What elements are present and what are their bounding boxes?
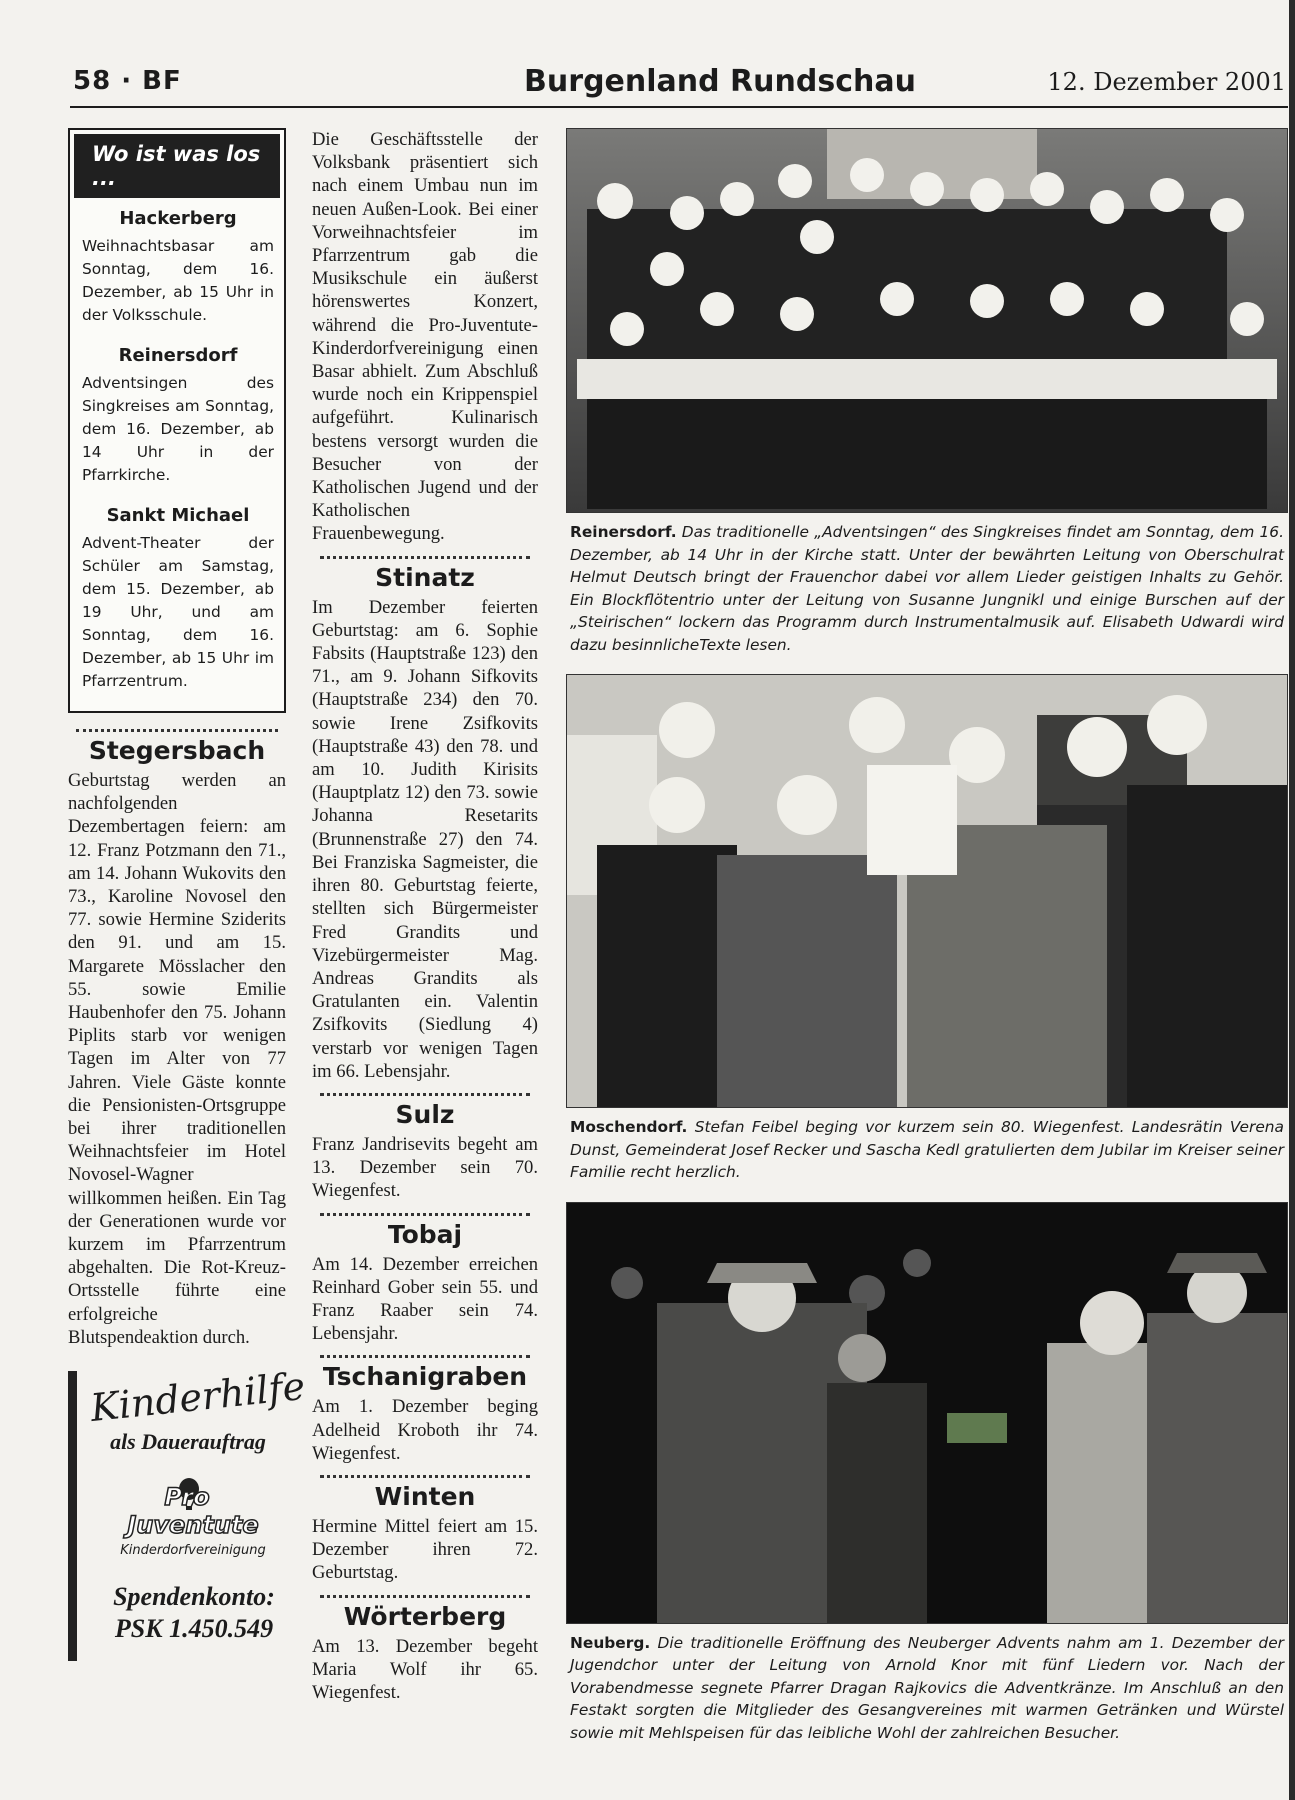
ad-logo-line1: Pro xyxy=(164,1483,210,1512)
photo-caption xyxy=(570,1632,1284,1745)
section-title: Sulz xyxy=(395,1099,455,1129)
event-title: Sankt Michael xyxy=(106,505,250,526)
photo-block-moschendorf xyxy=(566,674,1288,1184)
section-sulz xyxy=(312,1093,538,1203)
page-number: 58 · BF xyxy=(73,66,182,96)
caption-text: Das traditionelle „Adventsingen“ des Singkreises findet am Sonntag, dem 16. Dezember, ab 14 Uhr in der Kirche statt. Unter der bewährten Leitung von Oberschulrat Helmut Deutsch bringt der Frauenchor dabei vor allem Lieder geistigen Inhalts zu Gehör. Ein Blockflötentrio unter der Leitung von Susanne Jungnikl und einige Burschen auf der „Steirischen“ lockern das Programm durch Instrumentalmusik auf. Elisabeth Udwardi wird dazu besinnlicheTexte lesen. xyxy=(570,523,1284,654)
section-title: Tobaj xyxy=(387,1219,463,1249)
caption-text: Die traditionelle Eröffnung des Neuberger Advents nahm am 1. Dezember der Jugendchor unter der Leitung von Arnold Knor mit fünf Liedern vor. Nach der Vorabendmesse segnete Pfarrer Dragan Rajkovics die Adventkränze. Im Anschluß an den Festakt sorgten die Mitglieder des Gesangvereines mit warmen Getränken und Würstel sowie mit Mehlspeisen für das leibliche Wohl der zahlreichen Besucher. xyxy=(570,1633,1284,1742)
page-edge-shadow xyxy=(1289,0,1295,1800)
events-box xyxy=(68,128,286,713)
section-text: Am 13. Dezember begeht Maria Wolf ihr 65. Wiegenfest. xyxy=(312,1635,538,1703)
ad-side-bar xyxy=(68,1371,77,1661)
section-text: Am 1. Dezember beging Adelheid Kroboth ihr 74. Wiegenfest. xyxy=(312,1396,538,1464)
kinderhilfe-ad xyxy=(68,1363,308,1661)
section-text: Franz Jandrisevits begeht am 13. Dezember sein 70. Wiegenfest. xyxy=(312,1133,538,1202)
ad-logo-line2: Juventute xyxy=(127,1511,259,1540)
dotted-divider xyxy=(320,1355,530,1358)
issue-date: 12. Dezember 2001 xyxy=(1047,68,1286,96)
events-header: Wo ist was los ... xyxy=(74,134,280,198)
photo-block-reinersdorf xyxy=(566,128,1288,656)
section-text: Am 14. Dezember erreichen Reinhard Gober sein 55. und Franz Raaber sein 74. Lebensjahr. xyxy=(312,1253,538,1345)
event-text: Adventsingen des Singkreises am Sonntag, dem 16. Dezember, ab 14 Uhr in der Pfarrkirche. xyxy=(82,374,274,484)
section-text: Geburtstag werden an nachfolgenden Dezembertagen feiern: am 12. Franz Potzmann den 71., am 14. Johann Wukovits den 73., Karoline Novosel den 77. sowie Hermine Sziderits den 91. und am 15. Margarete Mösslacher den 55. sowie Emilie Haubenhofer den 75. Johann Piplits starb vor wenigen Tagen im Alter von 77 Jahren. Viele Gäste konnte die Pensionisten-Ortsgruppe bei ihrer traditionellen Weihnachtsfeier im Hotel Novosel-Wagner willkommen heißen. Ein Tag der Generationen wurde vor kurzem im Pfarrzentrum abgehalten. Die Rot-Kreuz-Ortsstelle führte eine erfolgreiche Blutspendeaktion durch. xyxy=(68,770,286,1348)
section-title: Wörterberg xyxy=(343,1601,507,1631)
section-text: Im Dezember feierten Geburtstag: am 6. Sophie Fabsits (Hauptstraße 123) den 71., am 9. Johann Sifkovits (Hauptstraße 234) den 70. sowie Irene Zsifkovits (Hauptstraße 43) den 78. und am 10. Judith Kirisits (Hauptplatz 12) den 73. sowie Johanna Resetarits (Brunnenstraße 27) den 74. Bei Franziska Sagmeister, die ihren 80. Geburtstag feierte, stellten sich Bürgermeister Fred Grandits und Vizebürgermeister Mag. Andreas Grandits als Gratulanten ein. Valentin Zsifkovits (Siedlung 4) verstarb vor wenigen Tagen im 66. Lebensjahr. xyxy=(312,596,538,1082)
section-title: Stinatz xyxy=(375,562,475,592)
family-photo xyxy=(566,674,1288,1108)
column-photos xyxy=(566,128,1288,1744)
section-woerterberg xyxy=(312,1595,538,1705)
event-item xyxy=(70,505,284,701)
section-stinatz xyxy=(312,556,538,1083)
section-tobaj xyxy=(312,1213,538,1346)
column-middle xyxy=(312,128,538,1704)
event-title: Hackerberg xyxy=(119,208,237,229)
section-title: Tschanigraben xyxy=(322,1362,528,1392)
ad-account-number: PSK 1.450.549 xyxy=(114,1614,274,1644)
caption-place: Moschendorf. xyxy=(570,1118,688,1136)
choir-photo-image xyxy=(567,129,1288,512)
choir-photo xyxy=(566,128,1288,513)
caption-place: Reinersdorf. xyxy=(570,523,677,541)
event-item xyxy=(70,208,284,335)
photo-caption xyxy=(570,521,1284,656)
section-title: Winten xyxy=(374,1481,476,1511)
column-left xyxy=(68,128,308,1661)
caption-place: Neuberg. xyxy=(570,1633,651,1652)
photo-caption xyxy=(570,1116,1284,1184)
section-text: Hermine Mittel feiert am 15. Dezember ihren 72. Geburtstag. xyxy=(312,1515,538,1584)
masthead xyxy=(70,62,1288,108)
ad-account-label: Spendenkonto: xyxy=(113,1582,275,1612)
newspaper-title: Burgenland Rundschau xyxy=(524,64,916,99)
caption-text: Stefan Feibel beging vor kurzem sein 80. Wiegenfest. Landesrätin Verena Dunst, Gemeinderat Josef Recker und Sascha Kedl gratulierten dem Jubilar im Kreiser seiner Familie recht herzlich. xyxy=(570,1118,1284,1181)
advent-photo-image xyxy=(567,1203,1288,1623)
ad-subtitle: als Dauerauftrag xyxy=(110,1429,266,1455)
dotted-divider xyxy=(76,729,278,732)
advent-photo xyxy=(566,1202,1288,1624)
dotted-divider xyxy=(320,1475,530,1478)
event-text: Weihnachtsbasar am Sonntag, dem 16. Dezember, ab 15 Uhr in der Volksschule. xyxy=(82,237,274,324)
section-tschanigraben xyxy=(312,1355,538,1465)
dotted-divider xyxy=(320,1093,530,1096)
ad-account xyxy=(96,1581,292,1645)
dotted-divider xyxy=(320,1595,530,1598)
family-photo-image xyxy=(567,675,1288,1107)
ad-script-title: Kinderhilfe xyxy=(88,1363,308,1431)
photo-block-neuberg xyxy=(566,1202,1288,1745)
section-winten xyxy=(312,1475,538,1585)
intro-text: Die Geschäftsstelle der Volksbank präsentiert sich nach einem Umbau nun im neuen Außen-Look. Bei einer Vorweihnachtsfeier im Pfarrzentrum gab die Musikschule ein äußerst hörenswertes Konzert, während die Pro-Juventute-Kinderdorfvereinigung einen Basar abhielt. Zum Abschluß wurde noch ein Krippenspiel aufgeführt. Kulinarisch bestens versorgt wurden die Besucher von der Katholischen Jugend und der Katholischen Frauenbewegung. xyxy=(312,129,538,545)
event-title: Reinersdorf xyxy=(118,345,238,366)
section-stegersbach xyxy=(68,729,286,1349)
event-text: Advent-Theater der Schüler am Samstag, dem 15. Dezember, ab 19 Uhr, und am Sonntag, dem 16. Dezember, ab 15 Uhr im Pfarrzentrum. xyxy=(82,534,274,690)
section-title: Stegersbach xyxy=(88,736,266,765)
event-item xyxy=(70,345,284,495)
dotted-divider xyxy=(320,556,530,559)
dotted-divider xyxy=(320,1213,530,1216)
ad-organisation: Kinderdorfvereinigung xyxy=(120,1543,266,1559)
